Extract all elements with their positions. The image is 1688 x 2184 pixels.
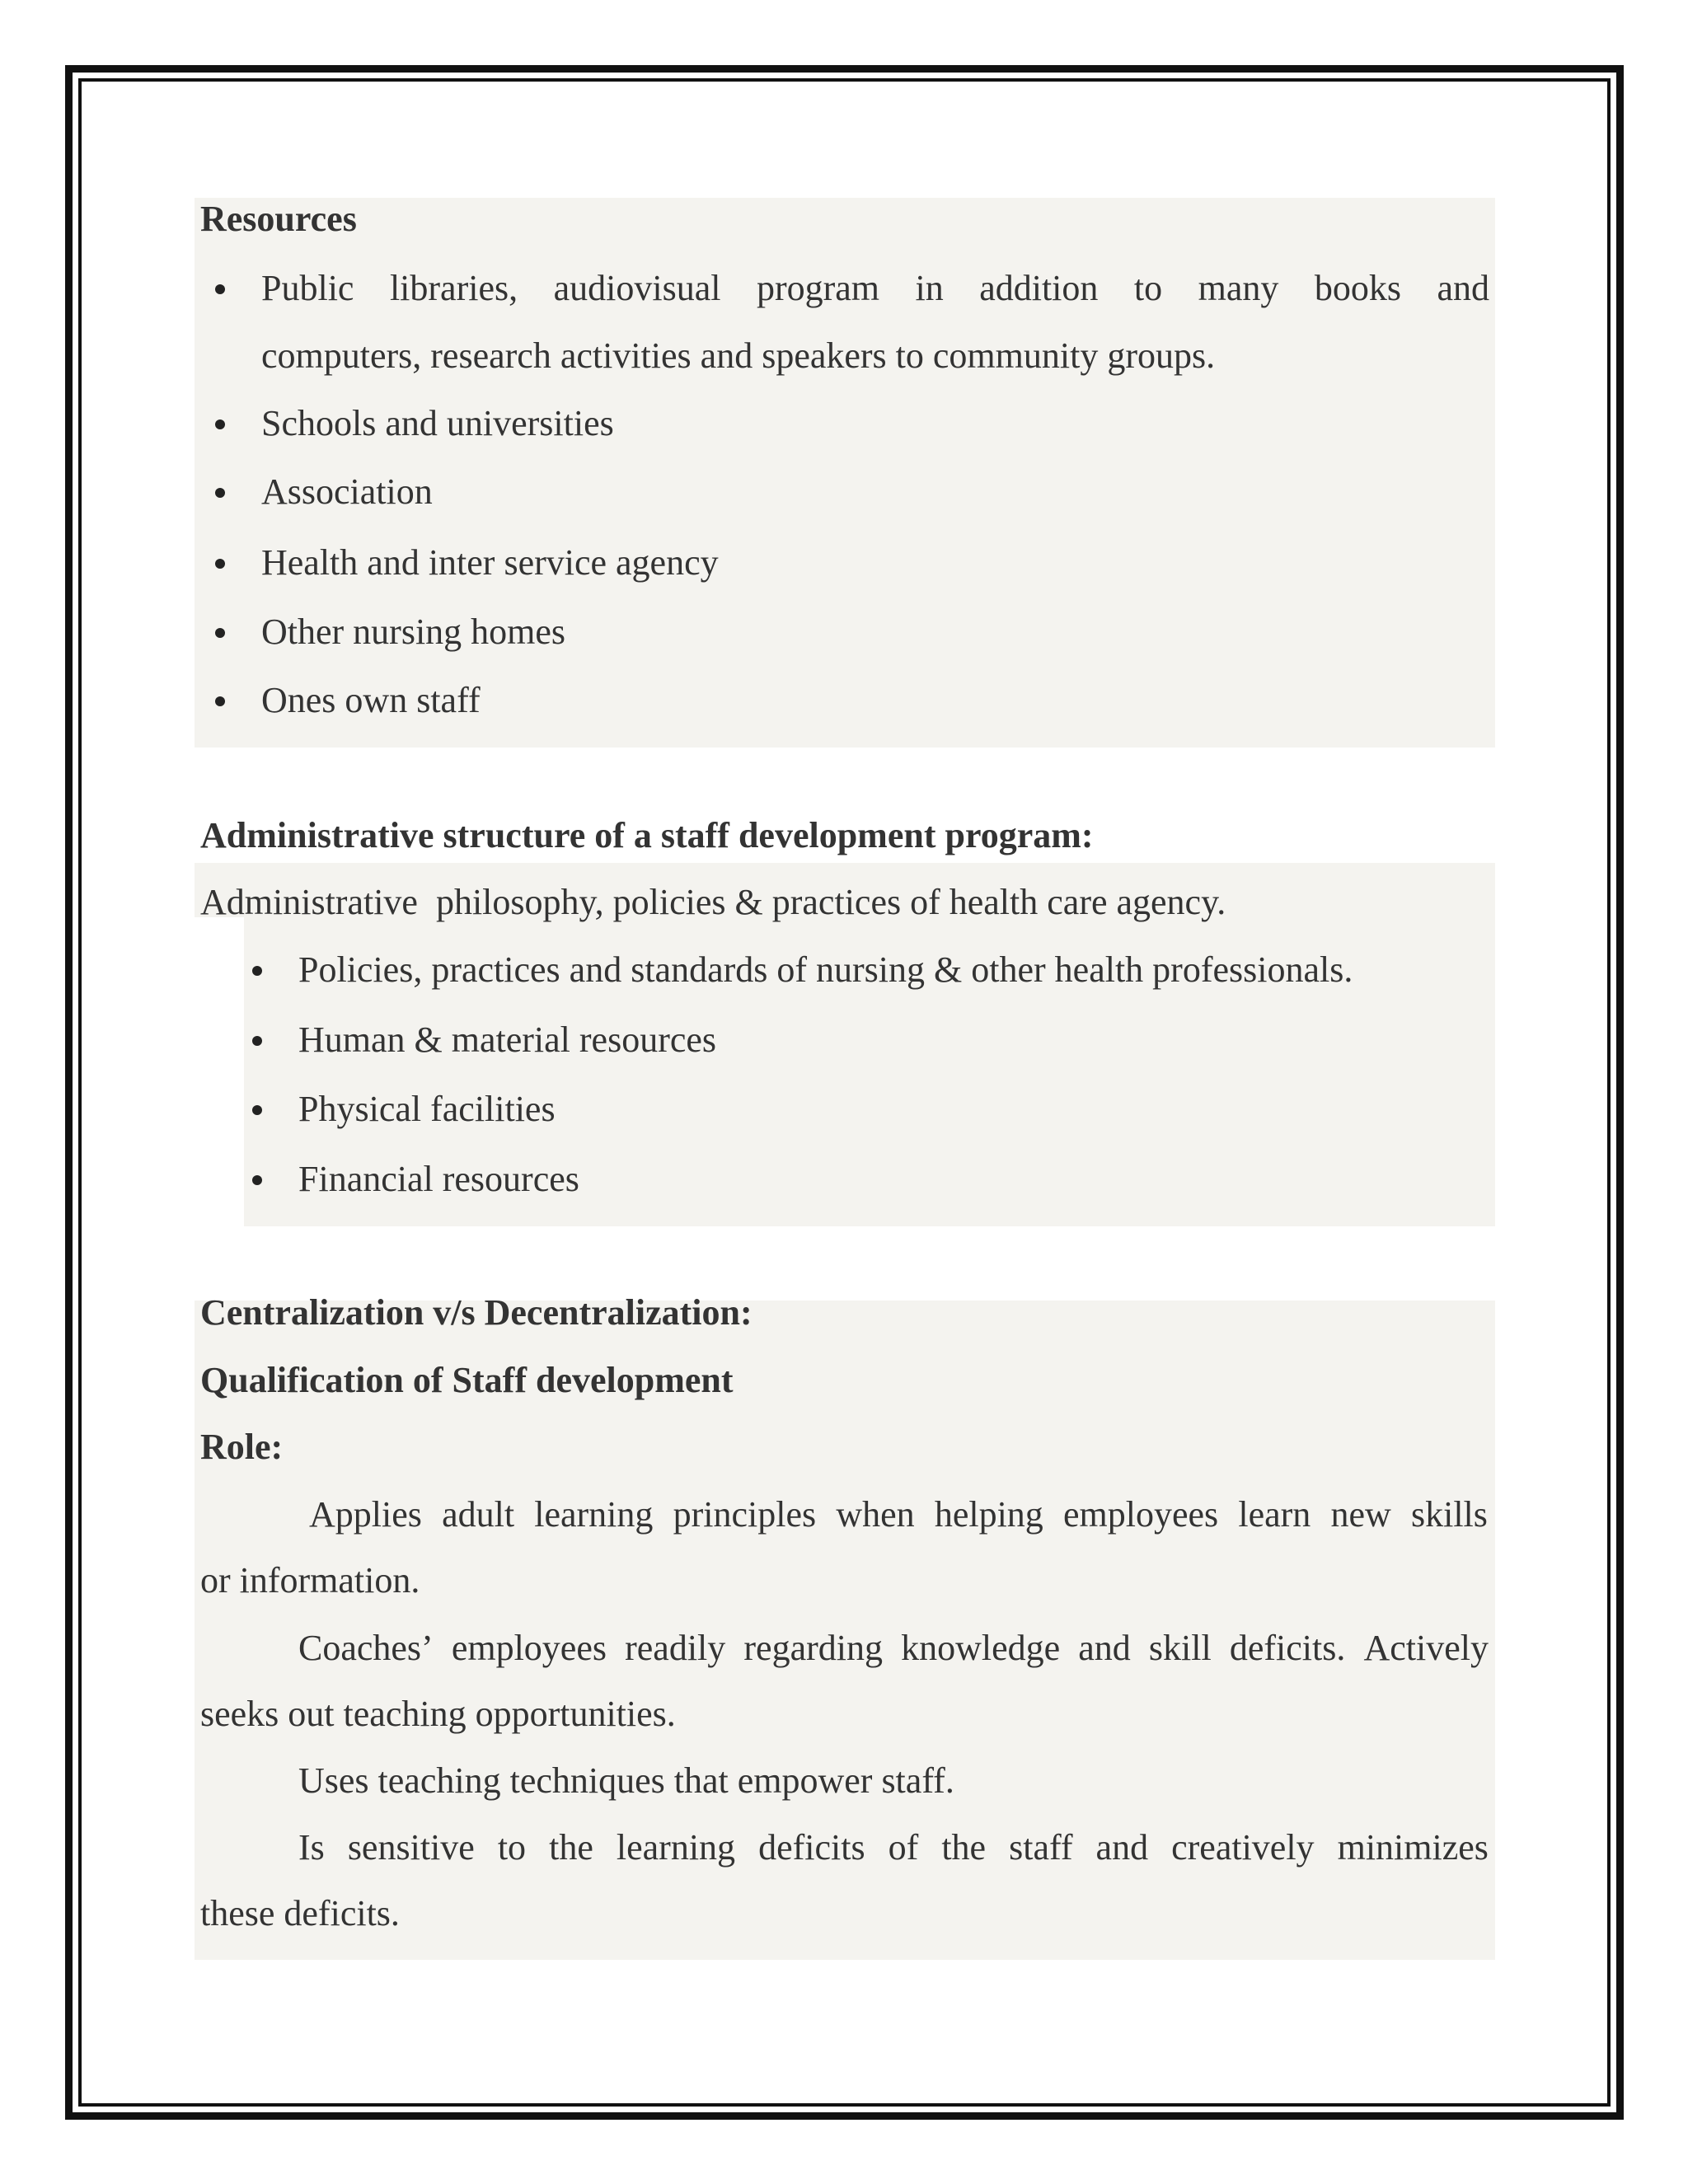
word: knowledge — [901, 1628, 1061, 1668]
bullet-icon — [215, 488, 225, 498]
word: learning — [616, 1827, 736, 1868]
role-paragraph-4-line-2: these deficits. — [200, 1893, 400, 1933]
admin-heading: Administrative structure of a staff development program: — [200, 815, 1094, 855]
bullet-icon — [215, 559, 225, 569]
word: the — [941, 1827, 987, 1868]
word: readily — [625, 1628, 726, 1668]
word: staff — [1009, 1827, 1073, 1868]
word: program — [756, 268, 879, 308]
role-paragraph-4-line-1 — [298, 1825, 1489, 1871]
word: creatively — [1171, 1827, 1315, 1868]
qualification-heading: Qualification of Staff development — [200, 1360, 734, 1400]
bullet-icon — [252, 1036, 262, 1046]
word: and — [1078, 1628, 1131, 1668]
bullet-icon — [215, 628, 225, 638]
bullet-icon — [252, 1105, 262, 1115]
centralization-heading: Centralization v/s Decentralization: — [200, 1292, 753, 1333]
word: of — [888, 1827, 919, 1868]
word: employees — [451, 1628, 607, 1668]
word: employees — [1062, 1494, 1219, 1535]
admin-intro: Administrative philosophy, policies & practices of health care agency. — [200, 882, 1226, 922]
word: Actively — [1363, 1628, 1489, 1668]
resources-item-4: Health and inter service agency — [261, 542, 719, 583]
resources-item-1-line-1 — [261, 265, 1489, 312]
resources-item-6: Ones own staff — [261, 680, 481, 720]
word: and — [1095, 1827, 1149, 1868]
word: when — [836, 1494, 915, 1535]
word: in — [915, 268, 944, 308]
word: Applies — [309, 1494, 422, 1535]
word: learning — [534, 1494, 654, 1535]
role-paragraph-3: Uses teaching techniques that empower staff. — [298, 1760, 954, 1801]
admin-item-2: Human & material resources — [298, 1019, 717, 1060]
word: learn — [1238, 1494, 1311, 1535]
admin-item-4: Financial resources — [298, 1159, 579, 1199]
word: and — [1437, 268, 1489, 308]
role-paragraph-1-line-2: or information. — [200, 1560, 420, 1601]
word: Is — [298, 1827, 325, 1868]
word: addition — [979, 268, 1099, 308]
word: many — [1198, 268, 1279, 308]
admin-item-1: Policies, practices and standards of nursing & other health professionals. — [298, 949, 1353, 990]
word: new — [1330, 1494, 1391, 1535]
word: Coaches’ — [298, 1628, 434, 1668]
word: deficits — [758, 1827, 865, 1868]
bullet-icon — [252, 1175, 262, 1185]
word: to — [1133, 268, 1163, 308]
word: adult — [442, 1494, 515, 1535]
role-paragraph-2-line-1 — [298, 1625, 1489, 1671]
word: skills — [1410, 1494, 1488, 1535]
word: libraries, — [389, 268, 518, 308]
resources-item-2: Schools and universities — [261, 403, 614, 443]
word: books — [1314, 268, 1401, 308]
resources-item-5: Other nursing homes — [261, 612, 566, 652]
word: skill — [1148, 1628, 1212, 1668]
word: sensitive — [347, 1827, 475, 1868]
role-paragraph-2-line-2: seeks out teaching opportunities. — [200, 1694, 676, 1734]
word: audiovisual — [553, 268, 721, 308]
resources-heading: Resources — [200, 199, 357, 239]
resources-item-3: Association — [261, 471, 433, 512]
word: deficits. — [1229, 1628, 1346, 1668]
word: regarding — [743, 1628, 883, 1668]
bullet-icon — [215, 284, 225, 294]
bullet-icon — [215, 419, 225, 429]
word: helping — [934, 1494, 1043, 1535]
bullet-icon — [252, 966, 262, 976]
word: to — [497, 1827, 527, 1868]
word: principles — [673, 1494, 817, 1535]
word: Public — [261, 268, 354, 308]
resources-item-1-line-2: computers, research activities and speakers to community groups. — [261, 335, 1216, 376]
word: minimizes — [1337, 1827, 1489, 1868]
bullet-icon — [215, 696, 225, 706]
role-paragraph-1-line-1 — [309, 1492, 1488, 1538]
word: the — [549, 1827, 593, 1868]
admin-item-3: Physical facilities — [298, 1089, 556, 1129]
role-heading: Role: — [200, 1427, 284, 1467]
